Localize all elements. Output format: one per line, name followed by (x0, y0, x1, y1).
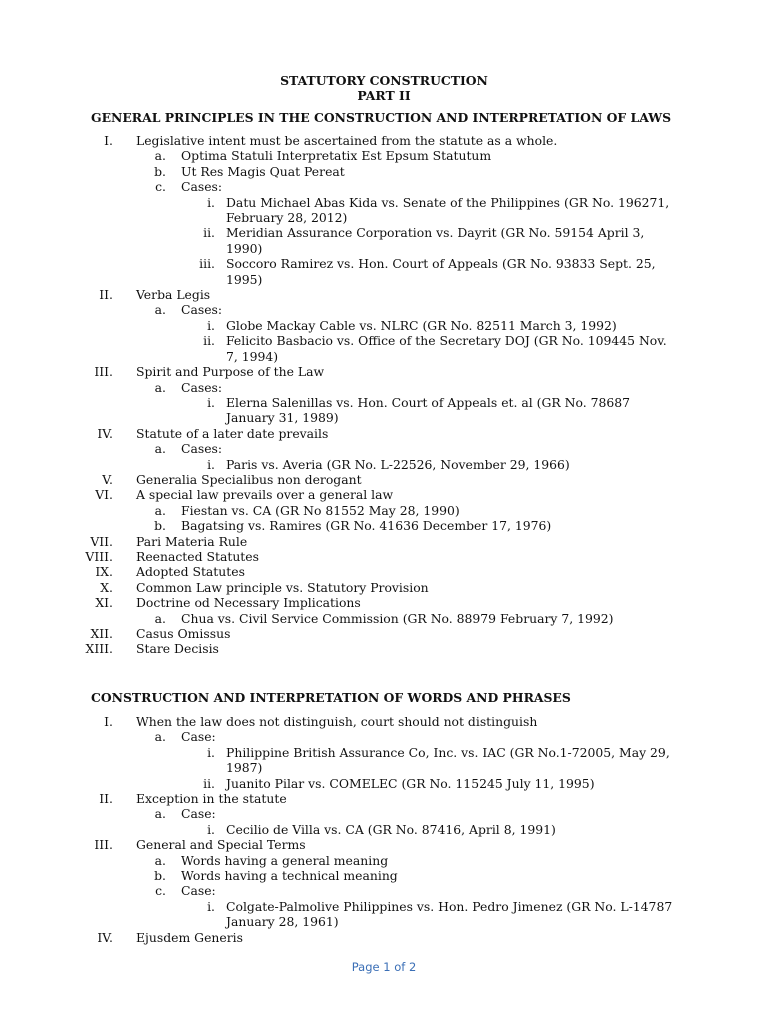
outline-item-marker: a. (154, 852, 166, 868)
outline-item-text: Casus Omissus (136, 626, 231, 641)
outline-item-level-3 (0, 395, 768, 426)
outline-item-level-1 (0, 549, 768, 564)
outline-item-level-3 (0, 318, 768, 333)
outline-item-text: Chua vs. Civil Service Commission (GR No. 88979 February 7, 1992) (181, 610, 614, 626)
outline-item-level-2 (0, 611, 768, 626)
outline-item-marker: VII. (90, 533, 113, 549)
outline-item-level-2 (0, 729, 768, 744)
outline-item-text: Cases: (181, 379, 223, 395)
outline-item-level-2 (0, 883, 768, 898)
outline-item-marker: IV. (97, 929, 113, 945)
outline-item-marker: IV. (97, 425, 113, 441)
outline-item-level-3 (0, 776, 768, 791)
outline-item-marker: c. (155, 883, 166, 899)
outline-item-text: Cecilio de Villa vs. CA (GR No. 87416, April 8, 1991) (226, 821, 556, 837)
outline-item-level-2 (0, 179, 768, 194)
section-heading-words-and-phrases: CONSTRUCTION AND INTERPRETATION OF WORDS AND PHRASES (91, 690, 571, 705)
outline-item-text: Reenacted Statutes (136, 548, 259, 564)
outline-item-text: Adopted Statutes (136, 564, 245, 580)
outline-item-marker: a. (154, 502, 166, 518)
outline-item-level-2 (0, 503, 768, 518)
outline-item-marker: XII. (90, 626, 113, 641)
outline-item-marker: I. (104, 133, 113, 148)
outline-item-text: Case: (181, 883, 216, 899)
outline-item-level-2 (0, 806, 768, 821)
outline-item-text: Cases: (181, 441, 223, 457)
outline-item-marker: iii. (199, 256, 215, 272)
outline-item-marker: b. (154, 518, 166, 534)
outline-item-level-3 (0, 745, 768, 776)
outline-item-marker: X. (100, 579, 113, 595)
outline-words-and-phrases (0, 714, 768, 945)
outline-item-marker: i. (207, 821, 215, 837)
outline-item-marker: VIII. (85, 548, 113, 564)
outline-item-text: Felicito Basbacio vs. Office of the Secretary DOJ (GR No. 109445 Nov. 7, 1994) (226, 333, 667, 364)
outline-item-level-3 (0, 195, 768, 226)
outline-item-marker: c. (155, 179, 166, 195)
outline-item-level-1 (0, 837, 768, 852)
outline-item-text: Words having a general meaning (181, 852, 389, 868)
outline-item-text: Legislative intent must be ascertained from the statute as a whole. (136, 133, 558, 148)
outline-item-text: Words having a technical meaning (181, 868, 398, 884)
outline-item-level-3 (0, 899, 768, 930)
outline-item-text: Fiestan vs. CA (GR No 81552 May 28, 1990) (181, 502, 460, 518)
outline-item-text: Exception in the statute (136, 791, 287, 807)
outline-item-marker: i. (207, 394, 215, 410)
outline-item-text: Cases: (181, 179, 223, 195)
outline-item-text: Datu Michael Abas Kida vs. Senate of the Philippines (GR No. 196271, February 28, 2012) (226, 194, 670, 226)
outline-item-marker: III. (94, 837, 113, 853)
outline-item-text: Ejusdem Generis (136, 929, 243, 945)
outline-item-marker: ii. (203, 333, 215, 349)
outline-item-level-2 (0, 868, 768, 883)
outline-item-marker: ii. (203, 225, 215, 241)
outline-item-text: Common Law principle vs. Statutory Provision (136, 579, 429, 595)
outline-item-level-3 (0, 457, 768, 472)
outline-item-marker: a. (154, 610, 166, 626)
outline-item-level-1 (0, 580, 768, 595)
outline-item-text: Bagatsing vs. Ramires (GR No. 41636 December 17, 1976) (181, 518, 552, 534)
outline-item-level-2 (0, 441, 768, 456)
outline-item-level-1 (0, 595, 768, 610)
outline-item-level-2 (0, 164, 768, 179)
outline-item-text: Pari Materia Rule (136, 533, 248, 549)
outline-item-level-3 (0, 333, 768, 364)
outline-item-marker: b. (154, 868, 166, 884)
outline-item-marker: i. (207, 898, 215, 914)
outline-item-level-1 (0, 487, 768, 502)
outline-item-marker: a. (154, 441, 166, 457)
outline-item-level-1 (0, 930, 768, 945)
outline-item-text: Case: (181, 729, 216, 745)
outline-item-marker: II. (99, 287, 113, 303)
outline-item-text: Case: (181, 806, 216, 822)
outline-item-marker: XIII. (85, 641, 113, 657)
outline-item-marker: XI. (95, 595, 113, 611)
outline-item-marker: i. (207, 744, 215, 760)
outline-item-marker: i. (207, 317, 215, 333)
outline-item-level-3 (0, 225, 768, 256)
outline-item-level-1 (0, 641, 768, 656)
outline-item-marker: a. (154, 302, 166, 318)
outline-item-text: Globe Mackay Cable vs. NLRC (GR No. 82511 March 3, 1992) (226, 317, 617, 333)
outline-item-level-2 (0, 853, 768, 868)
page-subtitle: PART II (357, 88, 411, 103)
outline-item-level-1 (0, 287, 768, 302)
outline-item-level-1 (0, 626, 768, 641)
outline-item-level-1 (0, 714, 768, 729)
outline-item-marker: a. (154, 729, 166, 745)
page-title: STATUTORY CONSTRUCTION (280, 73, 488, 88)
outline-item-text: Doctrine od Necessary Implications (136, 595, 361, 611)
outline-item-level-2 (0, 148, 768, 163)
outline-item-level-1 (0, 564, 768, 579)
outline-item-marker: b. (154, 163, 166, 179)
outline-item-text: Elerna Salenillas vs. Hon. Court of Appeals et. al (GR No. 78687 January 31, 1989) (226, 394, 631, 426)
outline-item-level-1 (0, 426, 768, 441)
outline-item-level-1 (0, 133, 768, 148)
outline-item-text: Meridian Assurance Corporation vs. Dayrit (GR No. 59154 April 3, 1990) (226, 225, 645, 256)
outline-item-level-3 (0, 256, 768, 287)
section-heading-general-principles: GENERAL PRINCIPLES IN THE CONSTRUCTION AND INTERPRETATION OF LAWS (91, 110, 672, 125)
outline-item-marker: a. (154, 379, 166, 395)
outline-item-marker: i. (207, 456, 215, 472)
outline-item-text: Ut Res Magis Quat Pereat (181, 163, 345, 179)
outline-item-text: Paris vs. Averia (GR No. L-22526, November 29, 1966) (226, 456, 570, 472)
outline-item-text: When the law does not distinguish, court should not distinguish (136, 714, 538, 729)
outline-item-marker: III. (94, 364, 113, 380)
outline-item-marker: IX. (95, 564, 113, 580)
outline-item-text: Cases: (181, 302, 223, 318)
outline-item-level-2 (0, 518, 768, 533)
outline-item-text: Soccoro Ramirez vs. Hon. Court of Appeals (GR No. 93833 Sept. 25, 1995) (226, 256, 656, 287)
outline-item-marker: II. (99, 791, 113, 807)
outline-item-level-1 (0, 472, 768, 487)
page-number-footer: Page 1 of 2 (351, 960, 417, 974)
outline-item-level-1 (0, 534, 768, 549)
outline-item-marker: i. (207, 194, 215, 210)
outline-item-marker: a. (154, 148, 166, 164)
outline-item-text: Statute of a later date prevails (136, 425, 329, 441)
outline-item-level-1 (0, 791, 768, 806)
outline-item-text: Juanito Pilar vs. COMELEC (GR No. 115245 July 11, 1995) (226, 775, 595, 791)
outline-item-text: Colgate-Palmolive Philippines vs. Hon. Pedro Jimenez (GR No. L-14787 January 28, 1961) (226, 898, 673, 930)
outline-item-marker: VI. (95, 487, 113, 503)
outline-item-marker: I. (104, 714, 113, 729)
outline-item-text: Optima Statuli Interpretatix Est Epsum Statutum (181, 148, 492, 164)
outline-item-marker: ii. (203, 775, 215, 791)
outline-item-marker: V. (102, 471, 113, 487)
outline-item-text: Philippine British Assurance Co, Inc. vs. IAC (GR No.1-72005, May 29, 1987) (226, 744, 670, 776)
outline-item-marker: a. (154, 806, 166, 822)
outline-item-text: Generalia Specialibus non derogant (136, 471, 362, 487)
outline-item-text: Verba Legis (136, 287, 211, 303)
outline-item-level-3 (0, 822, 768, 837)
outline-general-principles (0, 133, 768, 657)
outline-item-text: A special law prevails over a general law (136, 487, 394, 503)
outline-item-text: General and Special Terms (136, 837, 306, 853)
outline-item-level-2 (0, 380, 768, 395)
outline-item-level-2 (0, 302, 768, 317)
outline-item-text: Stare Decisis (136, 641, 219, 657)
outline-item-level-1 (0, 364, 768, 379)
outline-item-text: Spirit and Purpose of the Law (136, 364, 325, 380)
